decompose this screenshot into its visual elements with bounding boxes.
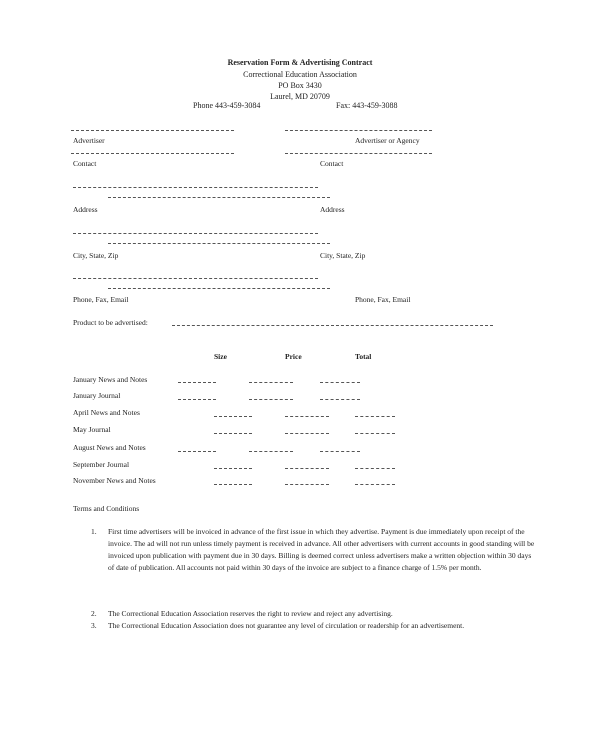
term-text: First time advertisers will be invoiced in advance of the first issue in which they advertise. Payment is due immediately upon receipt of the invoice. The ad will not run unless timely payment is received in advance. All other advertisers with current accounts in good standing will be invoiced upon publication with payment due in 30 days. Billing is deemed correct unless advertisers make a written objection within 30 days of date of publication. All accounts not paid within 30 days of the invoice are subject to a finance charge of 1.5% per month. bbox=[108, 527, 535, 572]
size-input-line[interactable] bbox=[214, 416, 252, 417]
address-line-2[interactable] bbox=[108, 197, 330, 198]
terms-heading: Terms and Conditions bbox=[73, 504, 140, 513]
term-text: The Correctional Education Association does not guarantee any level of circulation or readership for an advertisement. bbox=[108, 621, 465, 630]
size-input-line[interactable] bbox=[214, 468, 252, 469]
document-title: Reservation Form & Advertising Contract bbox=[227, 58, 373, 67]
advertiser-line[interactable] bbox=[71, 130, 234, 131]
contact-right-label: Contact bbox=[320, 159, 344, 168]
size-input-line[interactable] bbox=[214, 433, 252, 434]
price-input-line[interactable] bbox=[249, 382, 293, 383]
total-input-line[interactable] bbox=[320, 399, 360, 400]
size-input-line[interactable] bbox=[178, 399, 216, 400]
address-line-1[interactable] bbox=[73, 187, 318, 188]
size-input-line[interactable] bbox=[178, 451, 216, 452]
price-input-line[interactable] bbox=[285, 484, 329, 485]
term-number: 1. bbox=[91, 527, 97, 536]
pfe-right-label: Phone, Fax, Email bbox=[355, 295, 411, 304]
csz-left-label: City, State, Zip bbox=[73, 251, 119, 260]
total-input-line[interactable] bbox=[355, 484, 395, 485]
term-text: The Correctional Education Association reserves the right to review and reject any advertising. bbox=[108, 609, 393, 618]
pfe-line-2[interactable] bbox=[108, 288, 330, 289]
total-input-line[interactable] bbox=[355, 416, 395, 417]
pricing-row-label: August News and Notes bbox=[73, 443, 146, 452]
size-column-header: Size bbox=[214, 352, 227, 361]
pfe-left-label: Phone, Fax, Email bbox=[73, 295, 129, 304]
total-column-header: Total bbox=[355, 352, 372, 361]
pricing-row-label: November News and Notes bbox=[73, 476, 156, 485]
pricing-row-label: January Journal bbox=[73, 391, 121, 400]
po-box: PO Box 3430 bbox=[278, 81, 322, 90]
pricing-row-label: April News and Notes bbox=[73, 408, 140, 417]
org-phone: Phone 443-459-3084 bbox=[193, 101, 261, 110]
total-input-line[interactable] bbox=[355, 433, 395, 434]
pfe-line-1[interactable] bbox=[73, 278, 318, 279]
price-input-line[interactable] bbox=[249, 399, 293, 400]
csz-right-label: City, State, Zip bbox=[320, 251, 366, 260]
price-input-line[interactable] bbox=[285, 468, 329, 469]
price-column-header: Price bbox=[285, 352, 302, 361]
price-input-line[interactable] bbox=[249, 451, 293, 452]
pricing-row-label: May Journal bbox=[73, 425, 111, 434]
contact-left-line[interactable] bbox=[71, 153, 234, 154]
org-name: Correctional Education Association bbox=[243, 70, 357, 79]
pricing-row-label: September Journal bbox=[73, 460, 130, 469]
product-line[interactable] bbox=[172, 325, 493, 326]
agency-label: Advertiser or Agency bbox=[355, 136, 420, 145]
org-fax: Fax: 443-459-3088 bbox=[336, 101, 398, 110]
pricing-row-label: January News and Notes bbox=[73, 375, 148, 384]
size-input-line[interactable] bbox=[178, 382, 216, 383]
contact-right-line[interactable] bbox=[285, 153, 432, 154]
term-number: 2. bbox=[91, 609, 97, 618]
contact-left-label: Contact bbox=[73, 159, 97, 168]
total-input-line[interactable] bbox=[355, 468, 395, 469]
advertiser-label: Advertiser bbox=[73, 136, 105, 145]
price-input-line[interactable] bbox=[285, 416, 329, 417]
total-input-line[interactable] bbox=[320, 451, 360, 452]
size-input-line[interactable] bbox=[214, 484, 252, 485]
agency-line[interactable] bbox=[285, 130, 432, 131]
address-right-label: Address bbox=[320, 205, 345, 214]
csz-line-1[interactable] bbox=[73, 233, 318, 234]
price-input-line[interactable] bbox=[285, 433, 329, 434]
address-left-label: Address bbox=[73, 205, 98, 214]
org-city: Laurel, MD 20709 bbox=[270, 92, 330, 101]
csz-line-2[interactable] bbox=[108, 243, 330, 244]
product-label: Product to be advertised: bbox=[73, 318, 148, 327]
term-number: 3. bbox=[91, 621, 97, 630]
total-input-line[interactable] bbox=[320, 382, 360, 383]
